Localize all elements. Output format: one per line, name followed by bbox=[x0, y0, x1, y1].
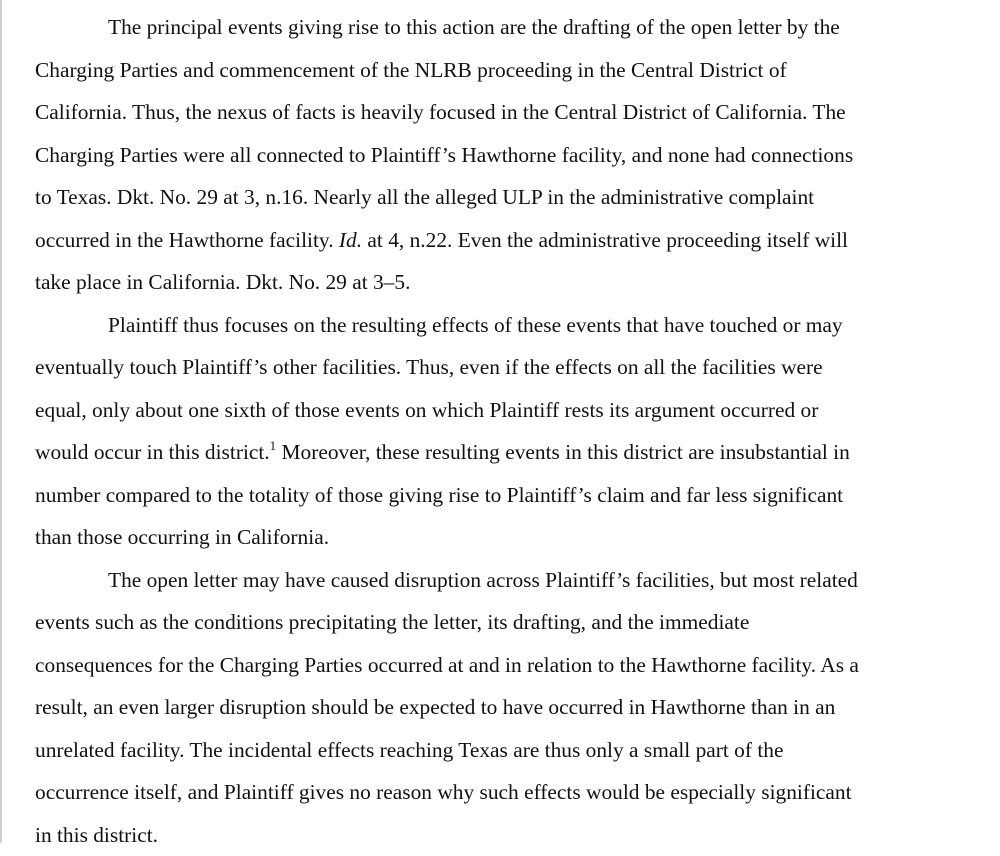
footnote-marker: 1 bbox=[270, 438, 277, 453]
text-line: result, an even larger disruption should be expected to have occurred in Hawthorne than in an bbox=[35, 686, 978, 729]
paragraph-1 bbox=[35, 6, 978, 304]
text-segment: occurred in the Hawthorne facility. bbox=[35, 228, 339, 252]
text-line: Plaintiff thus focuses on the resulting effects of these events that have touched or may bbox=[35, 304, 978, 347]
text-line: California. Thus, the nexus of facts is heavily focused in the Central District of California. The bbox=[35, 91, 978, 134]
citation-id: Id. bbox=[339, 228, 362, 252]
text-line: The principal events giving rise to this action are the drafting of the open letter by the bbox=[35, 6, 978, 49]
text-line: Charging Parties were all connected to Plaintiff’s Hawthorne facility, and none had connections bbox=[35, 134, 978, 177]
text-line: equal, only about one sixth of those events on which Plaintiff rests its argument occurred or bbox=[35, 389, 978, 432]
text-line: unrelated facility. The incidental effects reaching Texas are thus only a small part of the bbox=[35, 729, 978, 772]
paragraph-3 bbox=[35, 559, 978, 856]
text-line: The open letter may have caused disruption across Plaintiff’s facilities, but most related bbox=[35, 559, 978, 602]
text-line bbox=[35, 219, 978, 262]
text-segment: Moreover, these resulting events in this district are insubstantial in bbox=[276, 440, 850, 464]
paragraph-2 bbox=[35, 304, 978, 559]
text-line: events such as the conditions precipitating the letter, its drafting, and the immediate bbox=[35, 601, 978, 644]
text-line: number compared to the totality of those giving rise to Plaintiff’s claim and far less significant bbox=[35, 474, 978, 517]
text-line: eventually touch Plaintiff’s other facilities. Thus, even if the effects on all the facilities were bbox=[35, 346, 978, 389]
text-segment: at 4, n.22. Even the administrative proceeding itself will bbox=[362, 228, 848, 252]
text-segment: would occur in this district. bbox=[35, 440, 270, 464]
text-line: Charging Parties and commencement of the NLRB proceeding in the Central District of bbox=[35, 49, 978, 92]
text-line: consequences for the Charging Parties occurred at and in relation to the Hawthorne facility. As a bbox=[35, 644, 978, 687]
text-line: occurrence itself, and Plaintiff gives no reason why such effects would be especially significant bbox=[35, 771, 978, 814]
text-line: in this district. bbox=[35, 814, 978, 856]
text-line: to Texas. Dkt. No. 29 at 3, n.16. Nearly all the alleged ULP in the administrative complaint bbox=[35, 176, 978, 219]
text-line: take place in California. Dkt. No. 29 at 3–5. bbox=[35, 261, 978, 304]
text-line bbox=[35, 431, 978, 474]
text-line: than those occurring in California. bbox=[35, 516, 978, 559]
